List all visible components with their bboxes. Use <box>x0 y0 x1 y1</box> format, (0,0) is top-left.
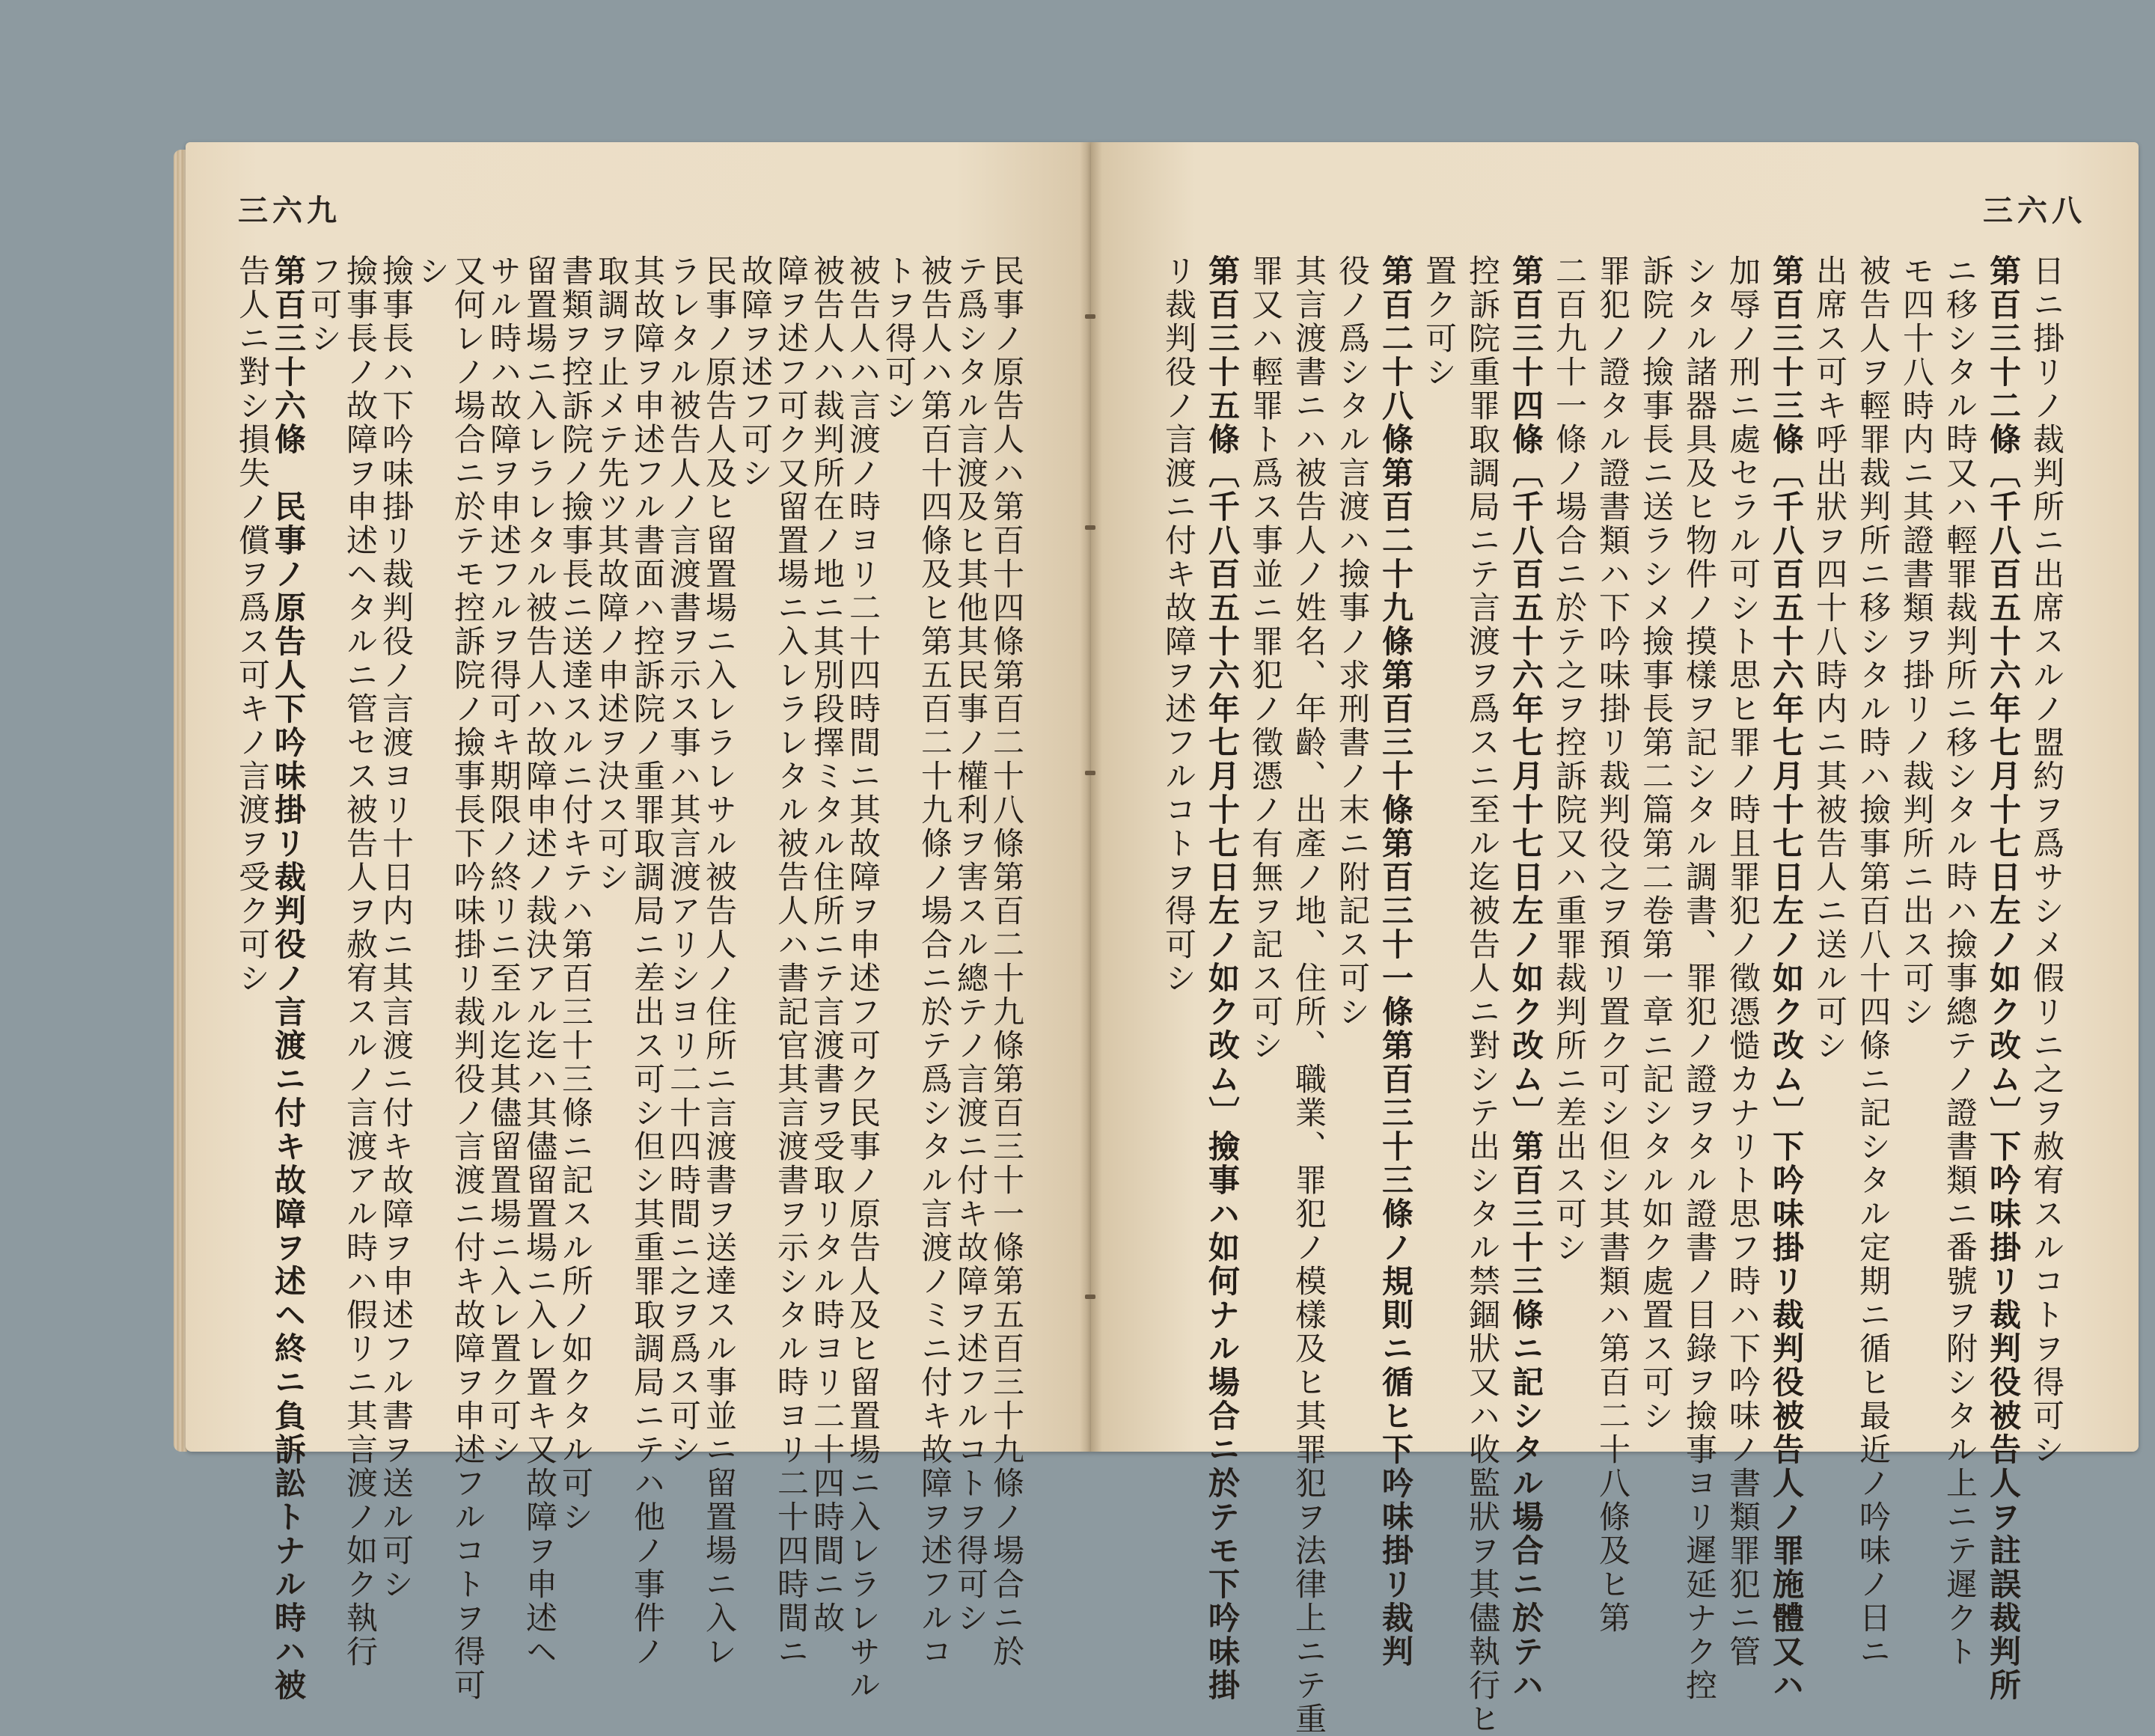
left-page-line: 取調ヲ止メテ先ツ其故障ノ申述ヲ決ス可シ <box>593 254 630 894</box>
right-page-line: 被告人ヲ輕罪裁判所ニ移シタル時ハ撿事第百八十四條ニ記シタル定期ニ循ヒ最近ノ吟味ノ日ニ <box>1855 254 1892 1669</box>
right-page-line: モ四十八時内ニ其證書類ヲ掛リノ裁判所ニ出ス可シ <box>1898 254 1935 1029</box>
left-page-line: 被告人ハ第百十四條及ヒ第五百二十九條ノ場合ニ於テ爲シタル言渡ノミニ付キ故障ヲ述フルコ <box>917 254 953 1669</box>
left-page-number: 三六九 <box>238 193 341 228</box>
left-page-line: 其故障ヲ申述フル書面ハ控訴院ノ重罪取調局ニ差出ス可シ但シ其重罪取調局ニテハ他ノ事件ノ <box>629 254 666 1669</box>
right-page-line: リ裁判役ノ言渡ニ付キ故障ヲ述フルコトヲ得可シ <box>1161 254 1197 995</box>
binding-stitch <box>1085 1295 1095 1299</box>
left-page-line: 民事ノ原告人ハ第百十四條第百二十八條第百二十九條第百三十一條第五百三十九條ノ場合ニ於 <box>988 254 1025 1669</box>
right-page-line: 罪犯ノ證タル證書類ハ下吟味掛リ裁判役之ヲ預リ置ク可シ但シ其書類ハ第百二十八條及ヒ第 <box>1595 254 1631 1635</box>
binding-stitch <box>1085 314 1095 319</box>
right-page-line: 其言渡書ニハ被告人ノ姓名、年齡、出產ノ地、住所、職業、罪犯ノ模樣及ヒ其罪犯ヲ法律上ニテ重 <box>1291 254 1327 1736</box>
right-page-line: ニ移シタル時又ハ輕罪裁判所ニ移シタル時ハ撿事總テノ證書類ニ番號ヲ附シタル上ニテ遲クト <box>1942 254 1978 1669</box>
left-page-line: 又何レノ場合ニ於テモ控訴院ノ撿事長下吟味掛リ裁判役ノ言渡ニ付キ故障ヲ申述フルコトヲ得可 <box>450 254 486 1702</box>
right-page <box>1091 142 2139 1736</box>
binding-stitch <box>1085 771 1095 775</box>
right-page-line: 出席ス可キ呼出狀ヲ四十八時内ニ其被告人ニ送ル可シ <box>1812 254 1848 1063</box>
left-page-line: 障ヲ述フ可ク又留置場ニ入レラレタル被告人ハ書記官其言渡書ヲ示シタル時ヨリ二十四時間ニ <box>773 254 810 1669</box>
right-page-line: 役ノ爲シタル言渡ハ撿事ノ求刑書ノ末ニ附記ス可シ <box>1334 254 1371 1029</box>
left-page-line: サル時ハ故障ヲ申述フルヲ得可キ期限ノ終リニ至ル迄其儘留置場ニ入レ置ク可シ <box>486 254 522 1467</box>
right-page-line: 第百三十二條〔千八百五十六年七月十七日左ノ如ク改ム〕下吟味掛リ裁判役被告人ヲ註誤裁判所 <box>1985 254 2022 1702</box>
left-page-line: シ <box>414 254 450 288</box>
left-page-line: 民事ノ原告人及ヒ留置場ニ入レラレサル被告人ノ住所ニ言渡書ヲ送達スル事並ニ留置場ニ入レ <box>701 254 738 1669</box>
binding-stitch <box>1085 525 1095 530</box>
left-page-line: 書類ヲ控訴院ノ撿事長ニ送達スルニ付キテハ第百三十三條ニ記スル所ノ如クタル可シ <box>557 254 594 1534</box>
right-page-line: 控訴院重罪取調局ニテ言渡ヲ爲スニ至ル迄被告人ニ對シテ出シタル禁錮狀又ハ收監狀ヲ其儘執行ヒ <box>1464 254 1501 1736</box>
right-page-text <box>1151 254 2071 1736</box>
left-page-line: 告人ニ對シ損失ノ償ヲ爲ス可キノ言渡ヲ受ク可シ <box>234 254 271 995</box>
left-page <box>186 142 1091 1702</box>
open-book <box>186 142 2086 1736</box>
left-page-line: 撿事長ノ故障ヲ申述ヘタルニ管セス被告人ヲ赦宥スルノ言渡アル時ハ假リニ其言渡ノ如ク執行 <box>342 254 379 1669</box>
right-page-number: 三六八 <box>1983 193 2086 228</box>
right-page-line: 第百二十八條第百二十九條第百三十條第百三十一條第百三十三條ノ規則ニ循ヒ下吟味掛リ裁判 <box>1378 254 1414 1669</box>
left-page-line: 撿事長ハ下吟味掛リ裁判役ノ言渡ヨリ十日内ニ其言渡ニ付キ故障ヲ申述フル書ヲ送ル可シ <box>378 254 415 1601</box>
right-page-line: シタル諸器具及ヒ物件ノ摸樣ヲ記シタル調書、罪犯ノ證ヲタル證書ノ目錄ヲ撿事ヨリ遲延ナク控 <box>1681 254 1718 1702</box>
right-page-line: 第百三十五條〔千八百五十六年七月十七日左ノ如ク改ム〕撿事ハ如何ナル場合ニ於テモ下吟味掛 <box>1204 254 1241 1702</box>
right-page-line: 第百三十三條〔千八百五十六年七月十七日左ノ如ク改ム〕下吟味掛リ裁判役被告人ノ罪施體又ハ <box>1768 254 1805 1702</box>
left-page-line: 第百三十六條 民事ノ原告人下吟味掛リ裁判役ノ言渡ニ付キ故障ヲ述ヘ終ニ負訴訟トナル時ハ被 <box>270 254 307 1702</box>
left-page-line: 被告人ハ言渡ノ時ヨリ二十四時間ニ其故障ヲ申述フ可ク民事ノ原告人及ヒ留置場ニ入レラレサル <box>845 254 881 1702</box>
left-page-line: 被告人ハ裁判所在ノ地ニ其別段擇ミタル住所ニテ言渡書ヲ受取リタル時ヨリ二十四時間ニ故 <box>809 254 846 1635</box>
left-page-line: トヲ得可シ <box>881 254 917 423</box>
right-page-line: 置ク可シ <box>1421 254 1458 389</box>
left-page-line: 故障ヲ述フ可シ <box>737 254 774 490</box>
book-gutter <box>1080 142 1102 1452</box>
left-page-line: ラレタル被告人ノ言渡書ヲ示ス事ハ其言渡アリシヨリ二十四時間ニ之ヲ爲ス可シ <box>665 254 702 1467</box>
right-page-line: 加辱ノ刑ニ處セラル可シト思ヒ罪ノ時且罪犯ノ徵憑慥カナリト思フ時ハ下吟味ノ書類罪犯ニ管 <box>1725 254 1761 1669</box>
right-page-line: 日ニ掛リノ裁判所ニ出席スルノ盟約ヲ爲サシメ假リニ之ヲ赦宥スルコトヲ得可シ <box>2029 254 2065 1467</box>
right-page-line: 第百三十四條〔千八百五十六年七月十七日左ノ如ク改ム〕第百三十三條ニ記シタル場合ニ於テハ <box>1508 254 1544 1702</box>
right-page-line: 罪又ハ輕罪ト爲ス事並ニ罪犯ノ徵憑ノ有無ヲ記ス可シ <box>1247 254 1284 1063</box>
left-page-line: テ爲シタル言渡及ヒ其他其民事ノ權利ヲ害スル總テノ言渡ニ付キ故障ヲ述フルコトヲ得可シ <box>953 254 989 1635</box>
left-page-text <box>234 254 1031 1702</box>
left-page-line: 留置場ニ入レラレタル被告人ハ故障申述ノ裁決アル迄ハ其儘留置場ニ入レ置キ又故障ヲ申述ヘ <box>522 254 558 1669</box>
left-page-line: フ可シ <box>306 254 343 355</box>
right-page-line: 二百九十一條ノ場合ニ於テ之ヲ控訴院又ハ重罪裁判所ニ差出ス可シ <box>1551 254 1588 1265</box>
right-page-line: 訴院ノ撿事長ニ送ラシメ撿事長第二篇第二卷第一章ニ記シタル如ク處置ス可シ <box>1638 254 1675 1433</box>
